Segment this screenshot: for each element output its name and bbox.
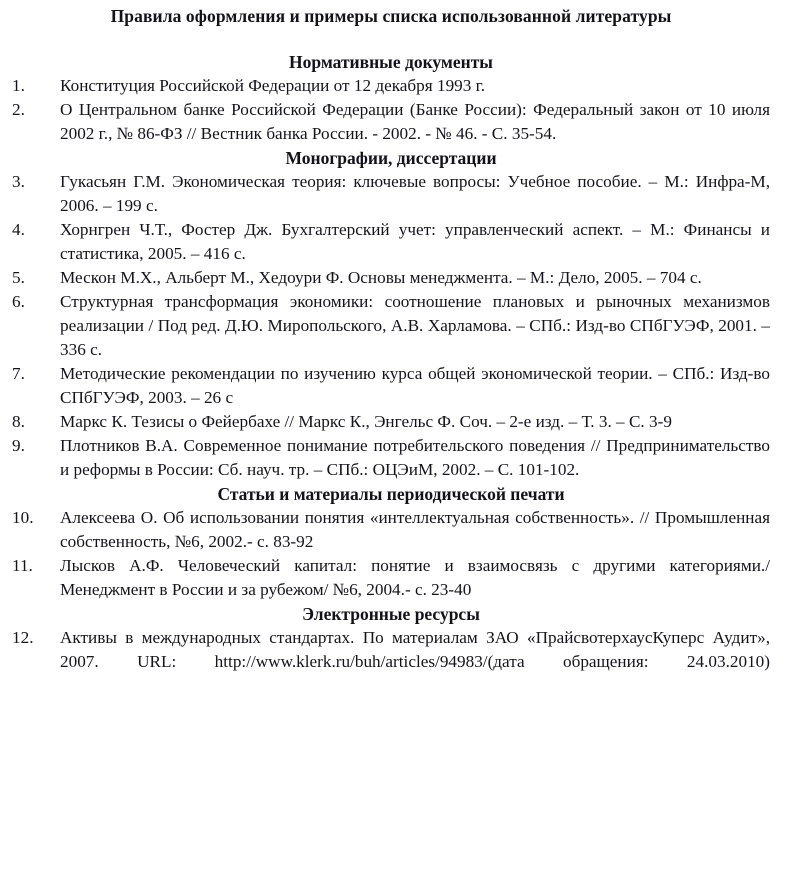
section-heading: Нормативные документы [289,52,493,72]
reference-section [12,482,770,602]
reference-text: Структурная трансформация экономики: соотношение плановых и рыночных механизмов реализации / Под ред. Д.Ю. Миропольского, А.В. Харламова. – СПб.: Изд-во СПбГУЭФ, 2001. – 336 с. [60,292,770,359]
reference-entry [12,506,770,554]
reference-list [12,170,770,482]
page-title: Правила оформления и примеры списка использованной литературы [110,6,672,26]
reference-entry [12,554,770,602]
reference-number: 4. [12,220,25,239]
reference-text: Методические рекомендации по изучению курса общей экономической теории. – СПб.: Изд-во СПбГУЭФ, 2003. – 26 с [60,364,770,407]
reference-section [12,146,770,482]
reference-number: 5. [12,268,25,287]
reference-entry [12,434,770,482]
reference-number: 2. [12,100,25,119]
reference-list [12,506,770,602]
reference-number: 10. [12,508,34,527]
reference-number: 6. [12,292,25,311]
reference-number: 3. [12,172,25,191]
reference-list [12,74,770,146]
sections-container [12,50,770,674]
reference-text: Гукасьян Г.М. Экономическая теория: ключевые вопросы: Учебное пособие. – М.: Инфра-М, 2006. – 199 с. [60,172,770,215]
reference-number: 1. [12,76,25,95]
reference-entry [12,626,770,674]
section-heading: Статьи и материалы периодической печати [217,484,565,504]
reference-entry [12,410,770,434]
reference-text: Лысков А.Ф. Человеческий капитал: понятие и взаимосвязь с другими категориями./ Менеджмент в России и за рубежом/ №6, 2004.- с. 23-40 [60,556,770,599]
reference-number: 7. [12,364,25,383]
section-heading: Монографии, диссертации [285,148,497,168]
reference-section [12,50,770,146]
reference-section [12,602,770,674]
reference-number: 9. [12,436,25,455]
reference-text: Активы в международных стандартах. По материалам ЗАО «ПрайсвотерхаусКуперс Аудит», 2007. URL: http://www.klerk.ru/buh/articles/94983/(дата обращения: 24.03.2010) [60,628,770,671]
section-heading: Электронные ресурсы [302,604,480,624]
reference-text: Хорнгрен Ч.Т., Фостер Дж. Бухгалтерский учет: управленческий аспект. – М.: Финансы и статистика, 2005. – 416 с. [60,220,770,263]
reference-text: Мескон М.Х., Альберт М., Хедоури Ф. Основы менеджмента. – М.: Дело, 2005. – 704 с. [60,268,702,287]
reference-text: Алексеева О. Об использовании понятия «интеллектуальная собственность». // Промышленная собственность, №6, 2002.- с. 83-92 [60,508,770,551]
reference-entry [12,290,770,362]
reference-text: Конституция Российской Федерации от 12 декабря 1993 г. [60,76,486,95]
reference-entry [12,266,770,290]
reference-text: О Центральном банке Российской Федерации (Банке России): Федеральный закон от 10 июля 2002 г., № 86-ФЗ // Вестник банка России. - 2002. - № 46. - С. 35-54. [60,100,770,143]
reference-entry [12,362,770,410]
reference-number: 11. [12,556,33,575]
reference-list [12,626,770,674]
reference-text: Маркс К. Тезисы о Фейербахе // Маркс К., Энгельс Ф. Соч. – 2-е изд. – Т. 3. – С. 3-9 [60,412,672,431]
reference-entry [12,98,770,146]
reference-number: 8. [12,412,25,431]
reference-number: 12. [12,628,34,647]
reference-entry [12,74,770,98]
reference-entry [12,170,770,218]
reference-entry [12,218,770,266]
reference-text: Плотников В.А. Современное понимание потребительского поведения // Предпринимательство и реформы в России: Сб. науч. тр. – СПб.: ОЦЭиМ, 2002. – С. 101-102. [60,436,770,479]
